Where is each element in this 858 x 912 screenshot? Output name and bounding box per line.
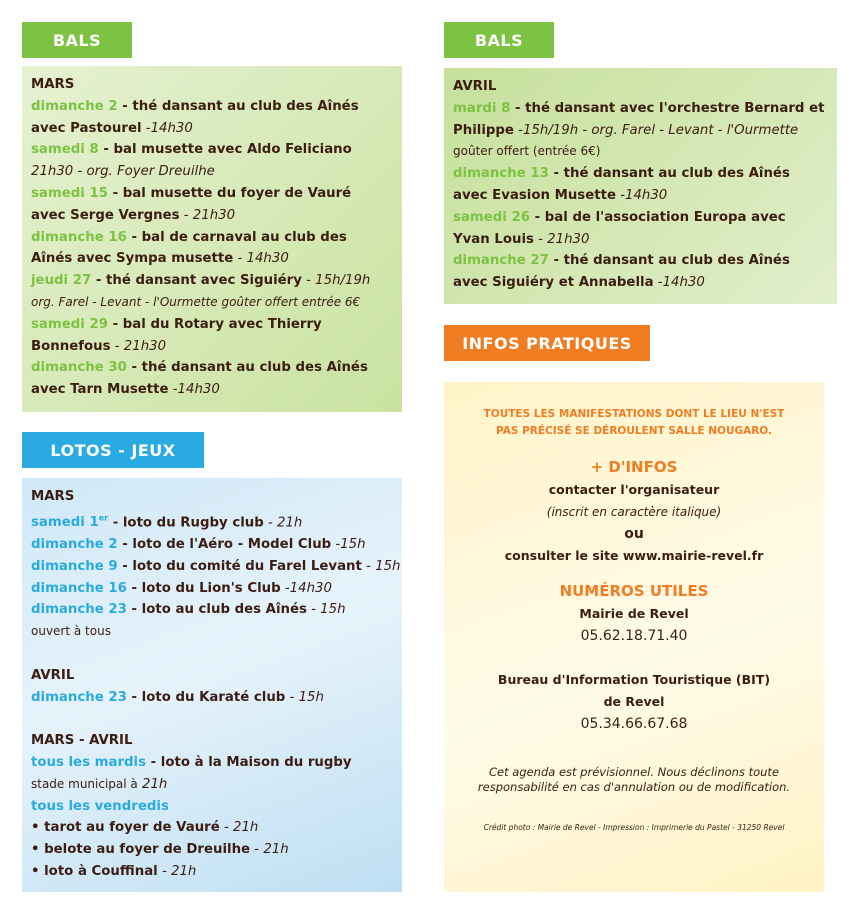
disclaimer: Cet agenda est prévisionnel. Nous déclinons toute [488, 764, 780, 779]
event-text: Aînés avec Sympa musette [31, 251, 234, 267]
event-text: - bal de carnaval au club des [126, 229, 347, 245]
event-text: Philippe [453, 122, 514, 138]
bullet-item: • belote au foyer de Dreuilhe [31, 842, 251, 858]
month-heading: MARS [31, 77, 75, 92]
event-text: - thé dansant au club des Aînés [548, 166, 790, 182]
site-text: consulter le site www.mairie-revel.fr [504, 547, 764, 563]
event-date: samedi 29 [31, 316, 108, 332]
event-date: tous les mardis [31, 754, 146, 770]
event-text: avec Serge Vergnes [31, 207, 180, 223]
event-time: - 15h [285, 689, 324, 705]
event-organizer: -15h/19h - org. Farel - Levant - l'Ourmette [513, 122, 799, 138]
event-time: -14h30 [615, 187, 668, 203]
month-heading: AVRIL [31, 667, 75, 683]
event-date: dimanche 16 [31, 229, 127, 245]
info-note: TOUTES LES MANIFESTATIONS DONT LE LIEU N'EST [483, 408, 785, 420]
event-date: dimanche 23 [31, 689, 127, 705]
event-text: - loto du Rugby club [108, 515, 264, 531]
event-date: samedi 26 [453, 209, 530, 225]
bals-mars-box [22, 66, 402, 412]
event-text: Bonnefous [31, 338, 111, 354]
disclaimer: responsabilité en cas d'annulation ou de modification. [477, 779, 791, 794]
event-date: samedi 1er [31, 513, 109, 531]
event-text: avec Evasion Musette [453, 187, 616, 203]
bals-mars-tab-label: BALS [52, 30, 102, 50]
event-date: dimanche 2 [31, 98, 118, 114]
month-heading: MARS - AVRIL [31, 733, 133, 749]
event-time: -14h30 [168, 382, 220, 398]
event-text: avec Tarn Musette [31, 382, 169, 398]
event-text: - bal du Rotary avec Thierry [107, 316, 322, 332]
bit-phone: 05.34.66.67.68 [580, 715, 688, 732]
event-time: - 21h [219, 820, 259, 836]
event-text: - loto du Karaté club [126, 689, 286, 705]
event-time: - 21h30 [110, 338, 167, 354]
event-note: ouvert à tous [31, 624, 111, 639]
month-heading: MARS [31, 489, 75, 504]
event-date: jeudi 27 [31, 273, 92, 289]
event-date: dimanche 2 [31, 537, 118, 553]
event-date: dimanche 27 [453, 253, 549, 269]
inscrit-text: (inscrit en caractère italique) [546, 504, 722, 519]
event-time: -15h [331, 537, 366, 553]
infos-tab-label: INFOS PRATIQUES [462, 333, 632, 353]
numeros-heading: NUMÉROS UTILES [559, 581, 709, 600]
event-text: - loto du Lion's Club [126, 580, 281, 596]
event-time: - 14h30 [233, 251, 289, 267]
bullet-item: • loto à Couffinal [31, 863, 158, 879]
event-text: - thé dansant avec l'orchestre Bernard et [510, 100, 825, 116]
event-text: - thé dansant avec Siguiéry [91, 273, 302, 289]
bals-avril-box [444, 68, 837, 304]
event-time: - 15h [306, 602, 346, 618]
event-text: - thé dansant au club des Aînés [126, 360, 368, 376]
info-note: PAS PRÉCISÉ SE DÉROULENT SALLE NOUGARO. [496, 425, 772, 437]
plus-infos-heading: + D'INFOS [590, 458, 678, 476]
bit-label: Bureau d'Information Touristique (BIT) [497, 671, 771, 687]
event-time: - 15h [361, 558, 401, 574]
event-organizer: org. Farel - Levant - l'Ourmette goûter offert entrée 6€ [31, 294, 361, 309]
event-date: mardi 8 [453, 100, 511, 116]
photo-credit: Crédit photo : Mairie de Revel - Impression : Imprimerie du Pastel - 31250 Revel [483, 822, 785, 832]
event-date: samedi 8 [31, 142, 99, 158]
event-date: dimanche 9 [31, 558, 118, 574]
event-date: dimanche 30 [31, 360, 127, 376]
event-time: -14h30 [141, 120, 193, 136]
event-time: - 15h/19h [301, 273, 371, 289]
event-text: avec Pastourel [31, 120, 142, 136]
bit-label-2: de Revel [603, 693, 665, 709]
mairie-label: Mairie de Revel [579, 605, 689, 621]
event-time: - 21h30 [533, 231, 590, 247]
event-time: - 21h30 [179, 207, 236, 223]
month-heading: AVRIL [453, 79, 497, 94]
infos-tab [444, 325, 650, 361]
event-text: - loto au club des Aînés [126, 602, 307, 618]
bullet-item: • tarot au foyer de Vauré [31, 820, 220, 836]
bals-mars-tab [22, 22, 132, 58]
event-date: dimanche 23 [31, 602, 127, 618]
event-time: 21h [137, 776, 168, 792]
event-text: - bal musette avec Aldo Feliciano [98, 142, 352, 158]
contact-text: contacter l'organisateur [548, 481, 720, 497]
ou-text: ou [624, 525, 644, 542]
event-date: dimanche 16 [31, 580, 127, 596]
bals-avril-tab [444, 22, 554, 58]
event-time: -14h30 [653, 275, 705, 291]
lotos-box [22, 478, 402, 892]
event-text: - bal de l'association Europa avec [529, 209, 786, 225]
event-text: - loto à la Maison du rugby [146, 754, 352, 770]
event-text: - thé dansant au club des Aînés [548, 253, 790, 269]
lotos-tab-label: LOTOS - JEUX [50, 440, 176, 460]
event-text: - bal musette du foyer de Vauré [107, 185, 352, 201]
event-text: avec Siguiéry et Annabella [453, 275, 654, 291]
event-note: stade municipal à [31, 776, 138, 791]
event-time: - 21h [250, 842, 289, 858]
event-date: samedi 15 [31, 185, 108, 201]
event-text: - loto de l'Aéro - Model Club [117, 537, 332, 553]
event-time: -14h30 [280, 580, 332, 596]
event-note: goûter offert (entrée 6€) [453, 144, 601, 159]
event-time: 21h30 - org. Foyer Dreuilhe [31, 164, 215, 180]
mairie-phone: 05.62.18.71.40 [580, 627, 688, 644]
event-time: - 21h [157, 863, 197, 879]
event-text: - thé dansant au club des Aînés [117, 98, 359, 114]
event-date: tous les vendredis [31, 798, 169, 814]
lotos-tab [22, 432, 204, 468]
event-text: - loto du comité du Farel Levant [117, 558, 362, 574]
infos-box [444, 382, 824, 892]
event-date: dimanche 13 [453, 166, 549, 182]
event-text: Yvan Louis [453, 231, 534, 247]
bals-avril-tab-label: BALS [474, 30, 524, 50]
event-time: - 21h [263, 515, 303, 531]
